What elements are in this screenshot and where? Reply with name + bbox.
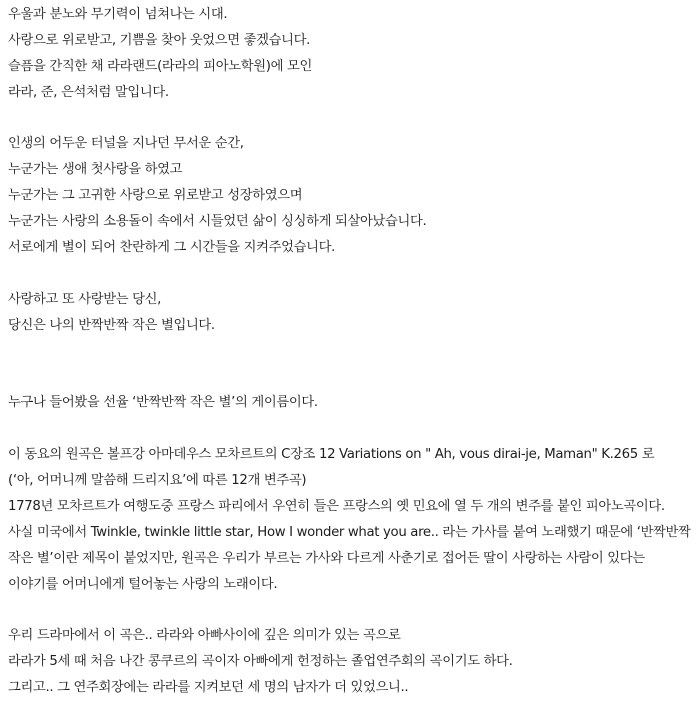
text-line: 1778년 모차르트가 여행도중 프랑스 파리에서 우연히 들은 프랑스의 옛 민요에 열 두 개의 변주를 붙인 피아노곡이다. xyxy=(8,498,665,514)
text-line: 누구나 들어봤을 선율 ‘반짝반짝 작은 별’의 게이름이다. xyxy=(8,395,318,411)
text-line: 우울과 분노와 무기력이 넘쳐나는 시대. xyxy=(8,7,228,22)
paragraph-spacer xyxy=(8,261,698,287)
text-line: (‘아, 어머니께 말씀해 드리지요’에 따른 12개 변주곡) xyxy=(8,473,307,489)
text-line: 그리고.. 그 연주회장에는 라라를 지켜보던 세 명의 남자가 더 있었으니.. xyxy=(8,680,409,696)
text-line: 사랑하고 또 사랑받는 당신, xyxy=(8,291,161,307)
text-line: 누군가는 그 고귀한 사랑으로 위로받고 성장하였으며 xyxy=(8,188,303,204)
text-line: 라라가 5세 때 처음 나간 콩쿠르의 곡이자 아빠에게 헌정하는 졸업연주회의 곡이기도 하다. xyxy=(8,654,513,670)
document-body xyxy=(8,2,698,701)
paragraph-mozart xyxy=(8,442,698,597)
paragraph-drama xyxy=(8,623,698,701)
text-line: 서로에게 별이 되어 찬란하게 그 시간들을 지켜주었습니다. xyxy=(8,240,336,256)
text-line: 작은 별’이란 제목이 붙었지만, 원곡은 우리가 부르는 가사와 다르게 사춘기로 접어든 딸이 사랑하는 사람이 있다는 xyxy=(8,550,645,566)
text-line: 이 동요의 원곡은 볼프강 아마데우스 모차르트의 C장조 12 Variations on " Ah, vous dirai-je, Maman" K.265 로 xyxy=(8,447,655,463)
paragraph-spacer xyxy=(8,364,698,390)
text-line: 라라, 준, 은석처럼 말입니다. xyxy=(8,84,169,100)
text-line: 우리 드라마에서 이 곡은.. 라라와 아빠사이에 깊은 의미가 있는 곡으로 xyxy=(8,628,401,644)
text-line: 누군가는 사랑의 소용돌이 속에서 시들었던 삶이 싱싱하게 되살아났습니다. xyxy=(8,214,427,230)
paragraph-spacer xyxy=(8,339,698,365)
paragraph-spacer xyxy=(8,597,698,623)
paragraph-star xyxy=(8,287,698,339)
text-line: 인생의 어두운 터널을 지나던 무서운 순간, xyxy=(8,136,244,152)
paragraph-spacer xyxy=(8,416,698,442)
paragraph-tunnel xyxy=(8,131,698,260)
text-line: 슬픔을 간직한 채 라라랜드(라라의 피아노학원)에 모인 xyxy=(8,58,312,74)
text-line: 누군가는 생애 첫사랑을 하였고 xyxy=(8,162,183,178)
paragraph-melody xyxy=(8,390,698,416)
paragraph-intro xyxy=(8,2,698,106)
text-line: 사실 미국에서 Twinkle, twinkle little star, How I wonder what you are.. 라는 가사를 붙여 노래했기 때문에 ‘반짝반짝 xyxy=(8,524,691,540)
paragraph-spacer xyxy=(8,106,698,132)
text-line: 이야기를 어머니에게 털어놓는 사랑의 노래이다. xyxy=(8,576,278,592)
text-line: 당신은 나의 반짝반짝 작은 별입니다. xyxy=(8,317,215,333)
text-line: 사랑으로 위로받고, 기쁨을 찾아 웃었으면 좋겠습니다. xyxy=(8,32,311,48)
